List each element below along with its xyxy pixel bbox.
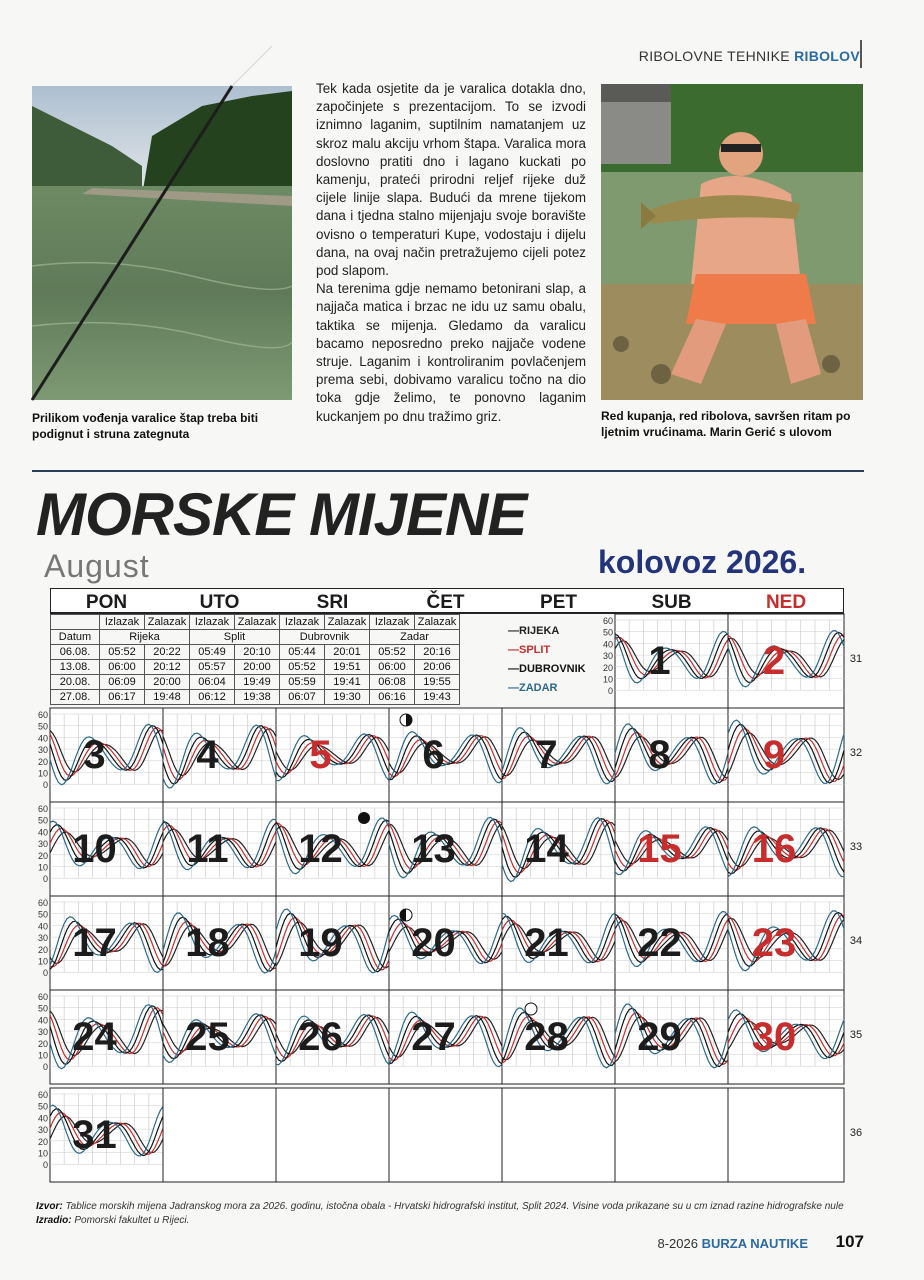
table-cell: 27.08. (51, 690, 100, 705)
table-cell: 20:01 (325, 645, 370, 660)
y-tick-label: 20 (37, 1038, 48, 1049)
day-number: 8 (648, 733, 671, 777)
day-number: 4 (196, 733, 219, 777)
y-tick-label: 50 (37, 909, 48, 920)
y-tick-label: 0 (607, 686, 613, 697)
y-tick-label: 0 (42, 968, 48, 979)
day-number: 29 (637, 1015, 682, 1059)
date-head: Datum (51, 630, 100, 645)
y-tick-label: 40 (602, 639, 613, 650)
legend-dubrovnik: —DUBROVNIK (508, 663, 586, 675)
sunset-head: Zalazak (415, 615, 460, 630)
day-number: 28 (524, 1015, 569, 1059)
day-cell (276, 1088, 389, 1182)
day-number: 24 (72, 1015, 117, 1059)
day-number: 25 (185, 1015, 230, 1059)
y-tick-label: 0 (42, 1062, 48, 1073)
y-tick-label: 30 (602, 651, 613, 662)
weekday-sat: SUB (651, 592, 692, 613)
article-paragraph: Na terenima gdje nemamo betonirani slap, a najjača matica i brzac ne idu uz samu obalu, taktika se mijenja. Gledamo da varalicu bacamo neposredno preko najjače vodene struje. Laganim i kontroliranim povlačenjem prema sebi, dobivamo varalicu točno na dio toka gdje želimo, te ponovno laganim kuckanjem po dnu tražimo griz. (316, 281, 586, 424)
day-number: 27 (411, 1015, 456, 1059)
day-cell (389, 1088, 502, 1182)
sunset-head: Zalazak (235, 615, 280, 630)
table-cell: 20:00 (235, 660, 280, 675)
new-moon-icon (525, 1003, 537, 1015)
day-number: 30 (751, 1015, 797, 1059)
day-number: 3 (83, 733, 106, 777)
page-number: 107 (835, 1232, 864, 1251)
legend-zadar: —ZADAR (508, 682, 558, 694)
y-tick-label: 10 (37, 1050, 48, 1061)
week-number: 35 (849, 1029, 863, 1041)
table-cell: 19:49 (235, 675, 280, 690)
header-divider (860, 40, 862, 68)
week-number: 34 (849, 935, 863, 947)
table-cell: 06:12 (190, 690, 235, 705)
y-tick-label: 10 (37, 956, 48, 967)
issue-info (657, 1236, 808, 1251)
y-tick-label: 40 (37, 1113, 48, 1124)
table-cell: 05:52 (280, 660, 325, 675)
sunset-head: Zalazak (145, 615, 190, 630)
day-number: 18 (185, 921, 230, 965)
table-cell: 19:30 (325, 690, 370, 705)
sunrise-head: Izlazak (190, 615, 235, 630)
tide-title: MORSKE MIJENE (36, 481, 527, 548)
table-cell: 20:16 (415, 645, 460, 660)
y-tick-label: 20 (37, 944, 48, 955)
table-cell: 20:06 (415, 660, 460, 675)
angler-photo (601, 84, 863, 400)
weekday-fri: PET (540, 592, 577, 613)
y-tick-label: 10 (37, 768, 48, 779)
table-cell: 19:55 (415, 675, 460, 690)
weekday-thu: ČET (426, 592, 465, 613)
issue-number: 8-2026 (657, 1236, 698, 1251)
legend-rijeka: —RIJEKA (508, 625, 560, 637)
city-dubrovnik: Dubrovnik (280, 630, 370, 645)
y-tick-label: 10 (602, 674, 613, 685)
day-number: 1 (648, 639, 671, 683)
y-tick-label: 10 (37, 1148, 48, 1159)
table-cell: 20:00 (145, 675, 190, 690)
section-name: RIBOLOVNE TEHNIKE (638, 48, 790, 64)
y-tick-label: 50 (602, 627, 613, 638)
table-cell: 05:59 (280, 675, 325, 690)
day-number: 22 (637, 921, 682, 965)
author-label: Izradio: (36, 1215, 72, 1226)
week-number: 31 (849, 653, 863, 665)
table-cell: 05:57 (190, 660, 235, 675)
river-photo-caption: Prilikom vođenja varalice štap treba biti podignut i struna zategnuta (32, 411, 259, 441)
tide-calendar (37, 588, 868, 1196)
day-cell (502, 1088, 615, 1182)
y-tick-label: 60 (37, 992, 48, 1002)
sunrise-head: Izlazak (100, 615, 145, 630)
weekday-sun: NED (765, 592, 807, 613)
table-cell: 05:44 (280, 645, 325, 660)
table-cell: 06:09 (100, 675, 145, 690)
full-moon-icon (358, 812, 370, 824)
y-tick-label: 50 (37, 721, 48, 732)
y-tick-label: 60 (37, 1090, 48, 1100)
day-number: 26 (298, 1015, 343, 1059)
author-text: Pomorski fakultet u Rijeci. (74, 1215, 190, 1226)
y-tick-label: 50 (37, 1101, 48, 1112)
table-cell: 20:12 (145, 660, 190, 675)
table-cell: 20:22 (145, 645, 190, 660)
sunset-head: Zalazak (325, 615, 370, 630)
y-tick-label: 40 (37, 921, 48, 932)
day-number: 31 (72, 1113, 117, 1157)
weekday-mon: PON (85, 592, 128, 613)
day-number: 10 (72, 827, 117, 871)
table-cell: 05:52 (370, 645, 415, 660)
table-cell: 19:41 (325, 675, 370, 690)
article-paragraph: Tek kada osjetite da je varalica dotakla dno, započinjete s prezentacijom. To se izvodi iznimno laganim, suptilnim namatanjem uz skroz malu akciju vrhom štapa. Varalica mora doslovno pratiti dno i lagano kuckati po kamenju, prateći prirodni reljef rijeke duž cijele linije slapa. Budući da mrene tijekom dana i tjedna stalno mijenjaju svoje boravište ovisno o temperaturi Kupe, vodostaju i dijelu dana, na ovaj način pretražujemo cijeli potez pod slapom. (316, 81, 586, 279)
legend-split: —SPLIT (508, 644, 551, 656)
table-cell: 20:10 (235, 645, 280, 660)
day-cell (728, 1088, 844, 1182)
week-number: 36 (849, 1127, 863, 1139)
city-split: Split (190, 630, 280, 645)
day-number: 13 (411, 827, 456, 871)
y-tick-label: 20 (37, 850, 48, 861)
y-tick-label: 60 (37, 710, 48, 720)
table-cell: 05:52 (100, 645, 145, 660)
sunrise-head: Izlazak (370, 615, 415, 630)
section-category: RIBOLOV (794, 48, 860, 64)
y-tick-label: 10 (37, 862, 48, 873)
day-number: 23 (751, 921, 797, 965)
y-tick-label: 30 (37, 1027, 48, 1038)
table-cell: 19:48 (145, 690, 190, 705)
day-number: 19 (298, 921, 343, 965)
y-tick-label: 60 (602, 616, 613, 626)
day-number: 9 (762, 733, 786, 777)
y-tick-label: 30 (37, 839, 48, 850)
city-rijeka: Rijeka (100, 630, 190, 645)
table-cell: 20.08. (51, 675, 100, 690)
sunrise-head: Izlazak (280, 615, 325, 630)
table-cell: 05:49 (190, 645, 235, 660)
day-number: 16 (751, 827, 797, 871)
table-cell: 06:17 (100, 690, 145, 705)
day-number: 17 (72, 921, 117, 965)
y-tick-label: 0 (42, 874, 48, 885)
table-cell: 06.08. (51, 645, 100, 660)
day-number: 21 (524, 921, 569, 965)
table-cell: 06:04 (190, 675, 235, 690)
weekday-wed: SRI (316, 592, 349, 613)
table-cell: 19:51 (325, 660, 370, 675)
source-label: Izvor: (36, 1201, 63, 1212)
river-photo (32, 86, 292, 400)
table-cell: 19:38 (235, 690, 280, 705)
source-text: Tablice morskih mijena Jadranskog mora za 2026. godinu, istočna obala - Hrvatski hidrografski institut, Split 2024. Visine voda prikazane su u cm iznad razine hidrografske nule (65, 1201, 844, 1212)
table-cell: 13.08. (51, 660, 100, 675)
table-cell: 19:43 (415, 690, 460, 705)
y-tick-label: 40 (37, 1015, 48, 1026)
day-number: 5 (309, 733, 332, 777)
y-tick-label: 60 (37, 898, 48, 908)
table-cell: 06:00 (370, 660, 415, 675)
y-tick-label: 50 (37, 1003, 48, 1014)
y-tick-label: 40 (37, 733, 48, 744)
y-tick-label: 20 (37, 756, 48, 767)
table-cell: 06:08 (370, 675, 415, 690)
day-number: 15 (637, 827, 682, 871)
y-tick-label: 0 (42, 1160, 48, 1171)
weekday-tue: UTO (199, 592, 240, 613)
day-number: 20 (411, 921, 456, 965)
y-tick-label: 0 (42, 780, 48, 791)
day-cell (615, 1088, 728, 1182)
section-divider (32, 470, 864, 472)
table-cell: 06:00 (100, 660, 145, 675)
city-zadar: Zadar (370, 630, 460, 645)
y-tick-label: 50 (37, 815, 48, 826)
y-tick-label: 20 (37, 1136, 48, 1147)
y-tick-label: 20 (602, 662, 613, 673)
week-number: 33 (849, 841, 863, 853)
magazine-name: BURZA NAUTIKE (701, 1236, 808, 1251)
day-number: 6 (422, 733, 445, 777)
article-text (316, 80, 586, 426)
month-english: August (44, 548, 150, 584)
y-tick-label: 30 (37, 933, 48, 944)
y-tick-label: 30 (37, 745, 48, 756)
day-number: 11 (186, 827, 229, 871)
y-tick-label: 60 (37, 804, 48, 814)
day-number: 2 (762, 639, 786, 683)
day-cell (163, 1088, 276, 1182)
source-note (36, 1200, 856, 1228)
table-cell: 06:07 (280, 690, 325, 705)
day-number: 14 (524, 827, 569, 871)
week-number: 32 (849, 747, 863, 759)
y-tick-label: 30 (37, 1125, 48, 1136)
tide-plot (37, 588, 868, 1196)
month-croatian: kolovoz 2026. (598, 544, 807, 580)
section-header (639, 48, 860, 64)
day-number: 7 (535, 733, 558, 777)
table-cell: 06:16 (370, 690, 415, 705)
angler-photo-caption: Red kupanja, red ribolova, savršen ritam po ljetnim vrućinama. Marin Gerić s ulovom (601, 409, 851, 439)
y-tick-label: 40 (37, 827, 48, 838)
day-number: 12 (298, 827, 343, 871)
